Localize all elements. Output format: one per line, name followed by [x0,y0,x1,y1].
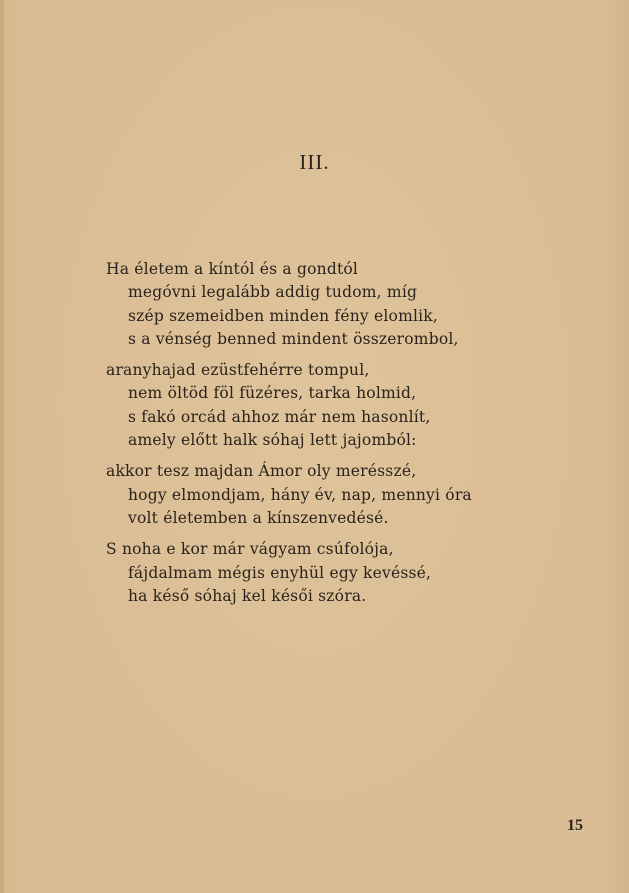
stanza-4 [106,538,576,608]
poem-line: s a vénség benned mindent összerombol, [128,329,459,348]
poem-line: szép szemeidben minden fény elomlik, [128,306,439,325]
poem-line: megóvni legalább addig tudom, míg [128,283,418,302]
poem-line: volt életemben a kínszenvedésé. [128,508,389,527]
poem-line: ha késő sóhaj kel késői szóra. [128,586,367,605]
page-number: 15 [567,817,583,834]
poem-line: S noha e kor már vágyam csúfolója, [106,540,394,559]
page-left-edge [0,0,4,893]
stanza-2 [106,359,576,452]
poem-line: nem öltöd föl füzéres, tarka holmid, [128,384,417,403]
poem-line: amely előtt halk sóhaj lett jajomból: [128,431,417,450]
poem-line: akkor tesz majdan Ámor oly merésszé, [106,462,417,481]
poem-line: hogy elmondjam, hány év, nap, mennyi óra [128,485,472,504]
stanza-1 [106,258,576,351]
poem-line: s fakó orcád ahhoz már nem hasonlít, [128,407,431,426]
stanza-3 [106,460,576,530]
poem-line: aranyhajad ezüstfehérre tompul, [106,361,370,380]
poem-heading: III. [299,150,330,174]
poem-line: fájdalmam mégis enyhül egy kevéssé, [128,563,432,582]
poem-line: Ha életem a kíntól és a gondtól [106,260,359,278]
poem-body [106,258,576,616]
